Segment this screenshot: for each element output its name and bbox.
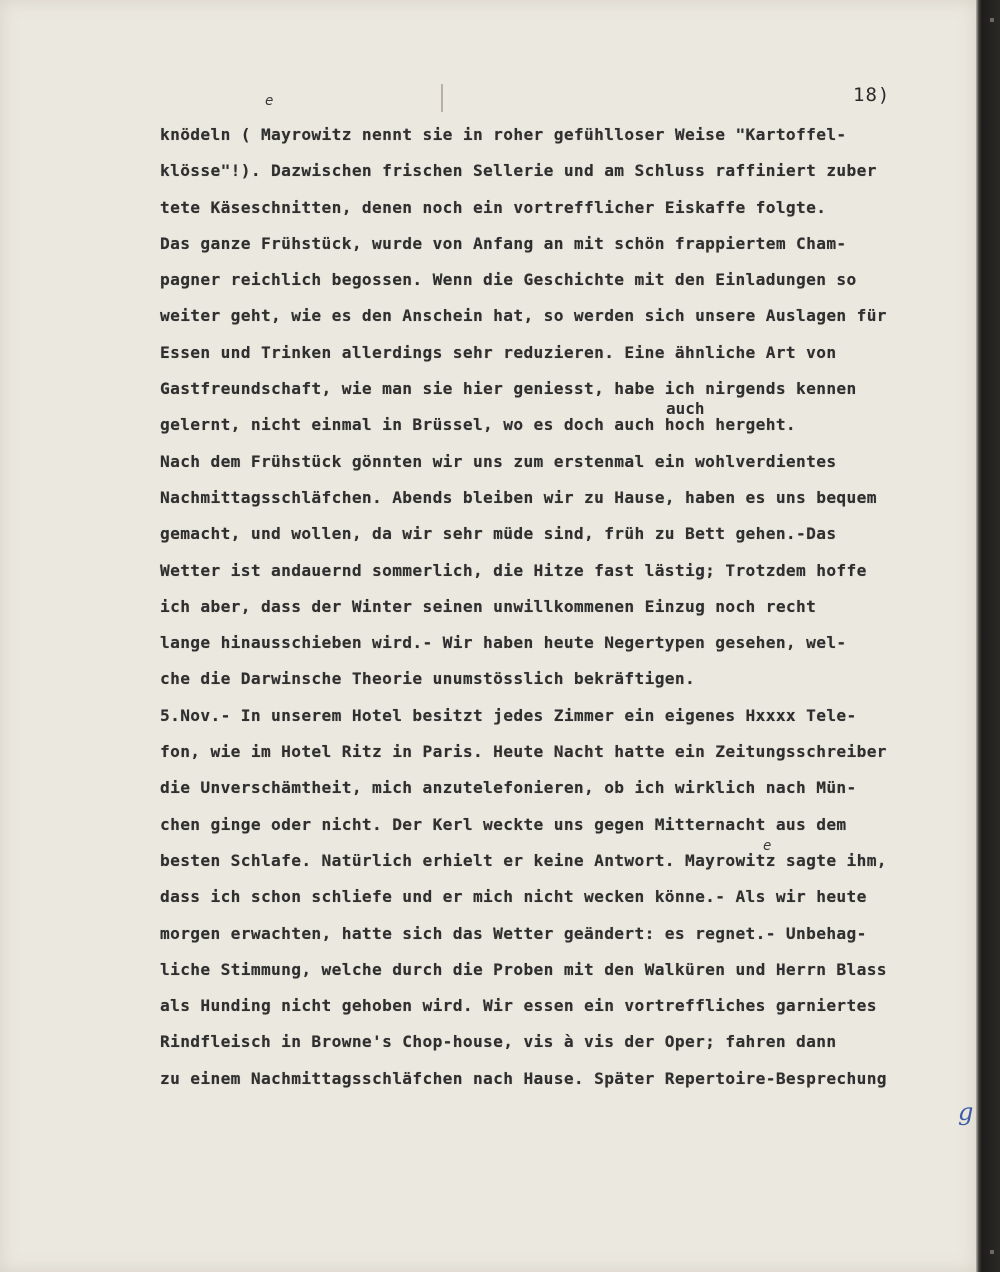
text-line: Nach dem Frühstück gönnten wir uns zum erstenmal ein wohlverdientes — [160, 451, 837, 471]
scan-edge — [976, 0, 1000, 1272]
typed-body-text — [160, 117, 975, 1097]
text-line: als Hunding nicht gehoben wird. Wir essen ein vortreffliches garniertes — [160, 996, 877, 1016]
text-line: die Unverschämtheit, mich anzutelefonieren, ob ich wirklich nach Mün- — [160, 778, 857, 798]
typed-insertion-auch: auch — [666, 399, 705, 418]
text-line: Essen und Trinken allerdings sehr reduzieren. Eine ähnliche Art von — [160, 342, 837, 362]
text-line: ich aber, dass der Winter seinen unwillkommenen Einzug noch recht — [160, 596, 817, 616]
text-line: Das ganze Frühstück, wurde von Anfang an mit schön frappiertem Cham- — [160, 233, 847, 253]
text-line: besten Schlafe. Natürlich erhielt er keine Antwort. Mayrowitz sagte ihm, — [160, 850, 887, 870]
text-line: chen ginge oder nicht. Der Kerl weckte uns gegen Mitternacht aus dem — [160, 814, 847, 834]
text-line: knödeln ( Mayrowitz nennt sie in roher gefühlloser Weise "Kartoffel- — [160, 125, 847, 144]
text-line: liche Stimmung, welche durch die Proben mit den Walküren und Herrn Blass — [160, 959, 887, 979]
page-number: 18) — [853, 84, 891, 106]
text-line: morgen erwachten, hatte sich das Wetter geändert: es regnet.- Unbehag- — [160, 923, 867, 943]
text-line: gemacht, und wollen, da wir sehr müde sind, früh zu Bett gehen.-Das — [160, 524, 837, 544]
text-line: lange hinausschieben wird.- Wir haben heute Negertypen gesehen, wel- — [160, 633, 847, 653]
text-line: fon, wie im Hotel Ritz in Paris. Heute Nacht hatte ein Zeitungsschreiber — [160, 742, 887, 762]
text-line: zu einem Nachmittagsschläfchen nach Hause. Später Repertoire-Besprechung — [160, 1068, 887, 1088]
text-line: gelernt, nicht einmal in Brüssel, wo es doch auch hoch hergeht. — [160, 415, 797, 435]
text-line: dass ich schon schliefe und er mich nicht wecken könne.- Als wir heute — [160, 887, 867, 907]
edge-tick — [990, 18, 994, 22]
text-line: Rindfleisch in Browne's Chop-house, vis à vis der Oper; fahren dann — [160, 1032, 837, 1052]
handwritten-line-end-mark: g — [958, 1098, 974, 1126]
text-line: Nachmittagsschläfchen. Abends bleiben wir zu Hause, haben es uns bequem — [160, 487, 877, 507]
text-line: 5.Nov.- In unserem Hotel besitzt jedes Zimmer ein eigenes Hxxxx Tele- — [160, 705, 857, 725]
text-line: che die Darwinsche Theorie unumstösslich bekräftigen. — [160, 669, 696, 689]
handwritten-insertion-e: e — [265, 93, 274, 109]
text-line: klösse"!). Dazwischen frischen Sellerie und am Schluss raffiniert zuber — [160, 161, 877, 181]
text-line: Gastfreundschaft, wie man sie hier geniesst, habe ich nirgends kennen — [160, 379, 857, 399]
text-line: weiter geht, wie es den Anschein hat, so werden sich unsere Auslagen für — [160, 306, 887, 326]
text-line: pagner reichlich begossen. Wenn die Geschichte mit den Einladungen so — [160, 270, 857, 290]
handwritten-insertion-e-second: e — [763, 838, 772, 854]
edge-tick — [990, 1250, 994, 1254]
margin-mark — [441, 84, 443, 112]
text-line: Wetter ist andauernd sommerlich, die Hitze fast lästig; Trotzdem hoffe — [160, 560, 867, 580]
text-line: tete Käseschnitten, denen noch ein vortrefflicher Eiskaffe folgte. — [160, 197, 827, 217]
